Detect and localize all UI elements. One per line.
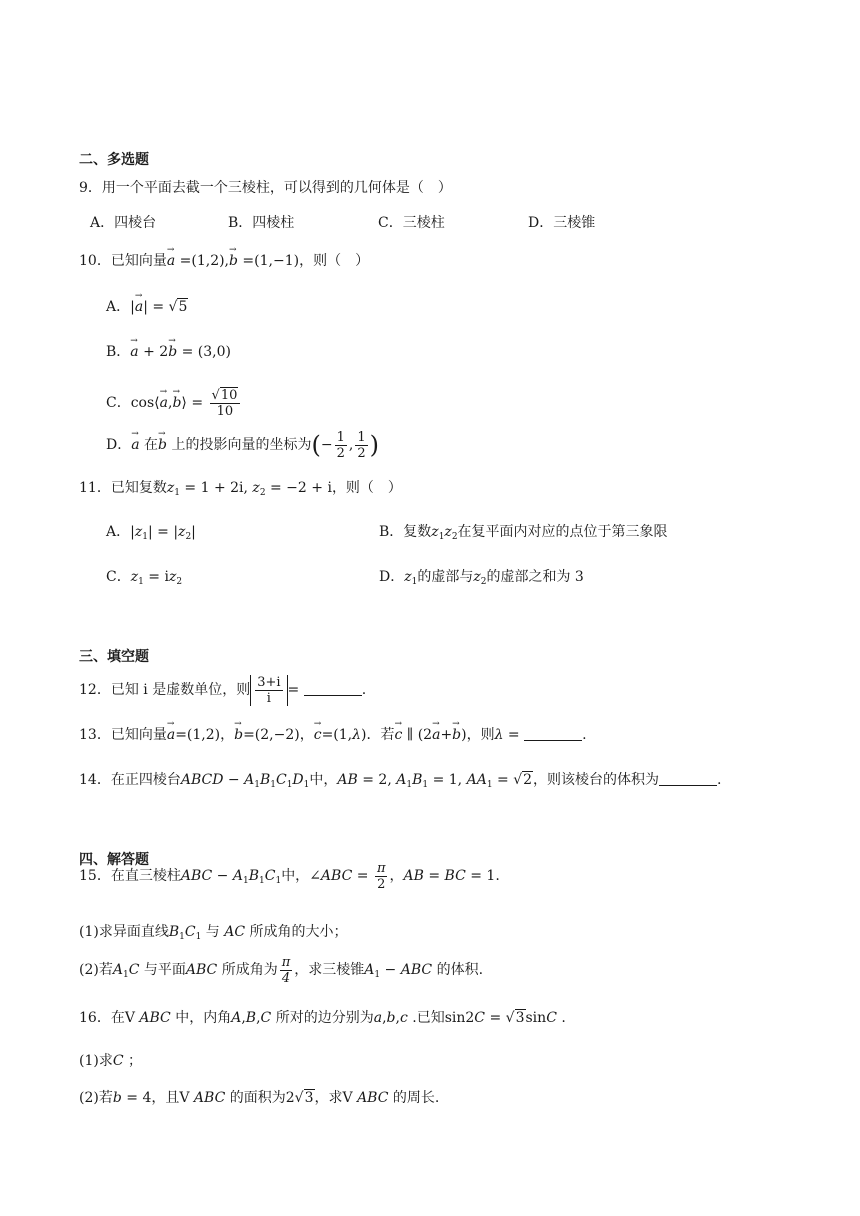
q9-option-b: B．四棱柱	[228, 215, 295, 231]
q9-option-a: A．四棱台	[90, 215, 157, 231]
q9-option-c: C．三棱柱	[378, 215, 445, 231]
question-15-part-1: (1)求异面直线$B_1C_1$ 与 AC 所成角的大小；	[79, 924, 348, 942]
q11-option-b: B．复数$z_1z_2$在复平面内对应的点位于第三象限	[379, 524, 668, 542]
question-16-stem: 16．在V ABC 中，内角A,B,C 所对的边分别为a,b,c .已知sin2C = √3sinC .	[79, 1010, 566, 1026]
question-13: 13．已知向量→ a=(1,2)，→ b=(2,−2)，→ c=(1,λ)．若→ c ∥ (2→ a+→ b)，则λ = .	[79, 725, 587, 745]
q10-option-d: D．→ a 在→ b 上的投影向量的坐标为(− $\frac{1}{2}$ , $\frac{1}{2}$ )	[106, 428, 379, 462]
q10-option-a: A．|→ a| = √5	[106, 297, 188, 317]
question-14: 14．在正四棱台ABCD − $A_1B_1C_1D_1$中，AB = 2, $A_1B_1 = 1$, $AA_1 = √2$，则该棱台的体积为 .	[79, 772, 722, 790]
section-title-multiple-choice: 二、多选题	[79, 152, 149, 168]
question-15-part-2: (2)若$A_1C$ 与平面ABC 所成角为 $\frac{\pi}{4}$ ，求三棱锥$A_1$ − ABC 的体积.	[79, 954, 484, 986]
q10-option-c: C．cos⟨→ a,→ b⟩ = $\frac{√10}{10}$	[106, 386, 242, 420]
section-title-solution: 四、解答题	[79, 852, 149, 868]
q11-option-d: D．$z_1$的虚部与$z_2$的虚部之和为 3	[379, 569, 584, 587]
q11-option-a: A．$|z_1| = |z_2|$	[106, 524, 196, 542]
question-16-part-1: (1)求C ；	[79, 1053, 143, 1069]
question-9-stem: 9．用一个平面去截一个三棱柱，可以得到的几何体是（ ）	[79, 180, 452, 196]
q9-option-d: D．三棱锥	[528, 215, 596, 231]
question-16-part-2: (2)若b = 4，且V ABC 的面积为2√3，求V ABC 的周长.	[79, 1090, 440, 1106]
question-15-stem: 15．在直三棱柱ABC − $A_1B_1C_1$中，∠ABC = $\frac{\pi}{2}$ ，AB = BC = 1.	[79, 860, 500, 892]
q11-option-c: C．$z_1 = iz_2$	[106, 569, 183, 587]
section-title-fill-blank: 三、填空题	[79, 649, 149, 665]
question-12: 12．已知 i 是虚数单位，则 $\frac{3+i}{i}$ = .	[79, 674, 367, 706]
question-11-stem: 11．已知复数$z_1 = 1 + 2i$, $z_2 = -2 + i$，则（ ）	[79, 480, 402, 498]
question-10-stem: 10．已知向量→ a =(1,2),→ b =(1,−1)，则（ ）	[79, 251, 369, 271]
q10-option-b: B．→ a + 2→ b = (3,0)	[106, 342, 231, 362]
